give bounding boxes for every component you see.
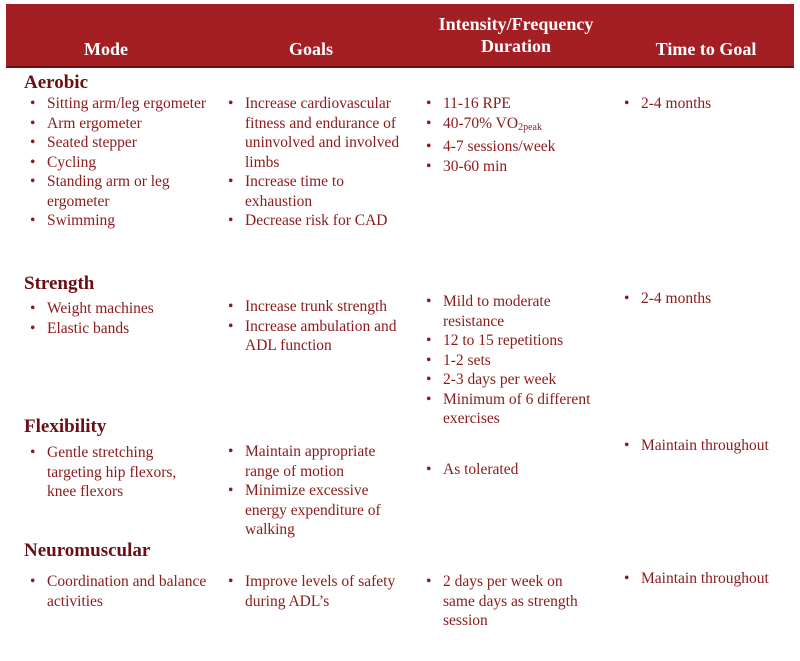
strength-modes xyxy=(24,299,214,338)
list-item: • 2-4 months xyxy=(618,94,794,114)
list-item: • Standing arm or leg ergometer xyxy=(24,172,214,211)
neuromuscular-goals xyxy=(222,572,410,611)
strength-goals xyxy=(222,297,410,356)
strength-intensity xyxy=(420,292,595,429)
list-item: • Maintain throughout xyxy=(618,569,796,589)
section-strength-title: Strength xyxy=(24,273,95,294)
list-item: • 30-60 min xyxy=(420,157,610,177)
header-intensity-line2: Duration xyxy=(480,36,551,56)
list-item: • As tolerated xyxy=(420,460,610,480)
aerobic-goals xyxy=(222,94,410,231)
list-item: • 2-3 days per week xyxy=(420,370,595,390)
neuromuscular-intensity xyxy=(420,572,595,631)
flexibility-goals xyxy=(222,442,410,540)
list-item: • Increase ambulation and ADL function xyxy=(222,317,410,356)
list-item: • Maintain throughout xyxy=(618,436,796,456)
aerobic-modes xyxy=(24,94,214,231)
section-flexibility-title: Flexibility xyxy=(24,416,107,437)
flexibility-modes xyxy=(24,443,209,502)
list-item: • Improve levels of safety during ADL’s xyxy=(222,572,410,611)
list-item: • 2 days per week on same days as strength session xyxy=(420,572,595,631)
table-header xyxy=(6,4,794,68)
list-item: • Minimum of 6 different exercises xyxy=(420,390,595,429)
vo2-subscript: 2peak xyxy=(518,121,542,133)
list-item: • Gentle stretching targeting hip flexors, knee flexors xyxy=(24,443,209,502)
list-item: • Swimming xyxy=(24,211,214,231)
list-item: • 1-2 sets xyxy=(420,351,595,371)
list-item: • Increase time to exhaustion xyxy=(222,172,410,211)
list-item: • 12 to 15 repetitions xyxy=(420,331,595,351)
strength-time xyxy=(618,289,794,309)
list-item: • Arm ergometer xyxy=(24,114,214,134)
list-item xyxy=(420,114,610,138)
neuromuscular-time xyxy=(618,569,796,589)
list-item: • Minimize excessive energy expenditure of walking xyxy=(222,481,410,540)
list-item: • Increase trunk strength xyxy=(222,297,410,317)
list-item: • Maintain appropriate range of motion xyxy=(222,442,410,481)
aerobic-time xyxy=(618,94,794,114)
list-item: • 11-16 RPE xyxy=(420,94,610,114)
header-intensity-line1: Intensity/Frequency xyxy=(438,14,594,34)
list-item: • 2-4 months xyxy=(618,289,794,309)
aerobic-intensity xyxy=(420,94,610,176)
header-time: Time to Goal xyxy=(655,39,757,59)
header-goals: Goals xyxy=(288,39,333,59)
list-item: • Seated stepper xyxy=(24,133,214,153)
list-item: • Weight machines xyxy=(24,299,214,319)
list-item: • Decrease risk for CAD xyxy=(222,211,410,231)
list-item: • Elastic bands xyxy=(24,319,214,339)
flexibility-time xyxy=(618,436,796,456)
neuromuscular-modes xyxy=(24,572,209,611)
flexibility-intensity xyxy=(420,460,610,480)
list-item: • Sitting arm/leg ergometer xyxy=(24,94,214,114)
list-item: • Increase cardiovascular fitness and endurance of uninvolved and involved limbs xyxy=(222,94,410,172)
section-neuromuscular-title: Neuromuscular xyxy=(24,540,151,561)
header-mode: Mode xyxy=(84,39,128,59)
section-aerobic-title: Aerobic xyxy=(24,72,89,93)
list-item: • Cycling xyxy=(24,153,214,173)
vo2-text: 40-70% VO xyxy=(443,114,519,132)
list-item: • Coordination and balance activities xyxy=(24,572,209,611)
list-item: • Mild to moderate resistance xyxy=(420,292,595,331)
header-intensity xyxy=(406,4,626,66)
list-item: • 4-7 sessions/week xyxy=(420,137,610,157)
